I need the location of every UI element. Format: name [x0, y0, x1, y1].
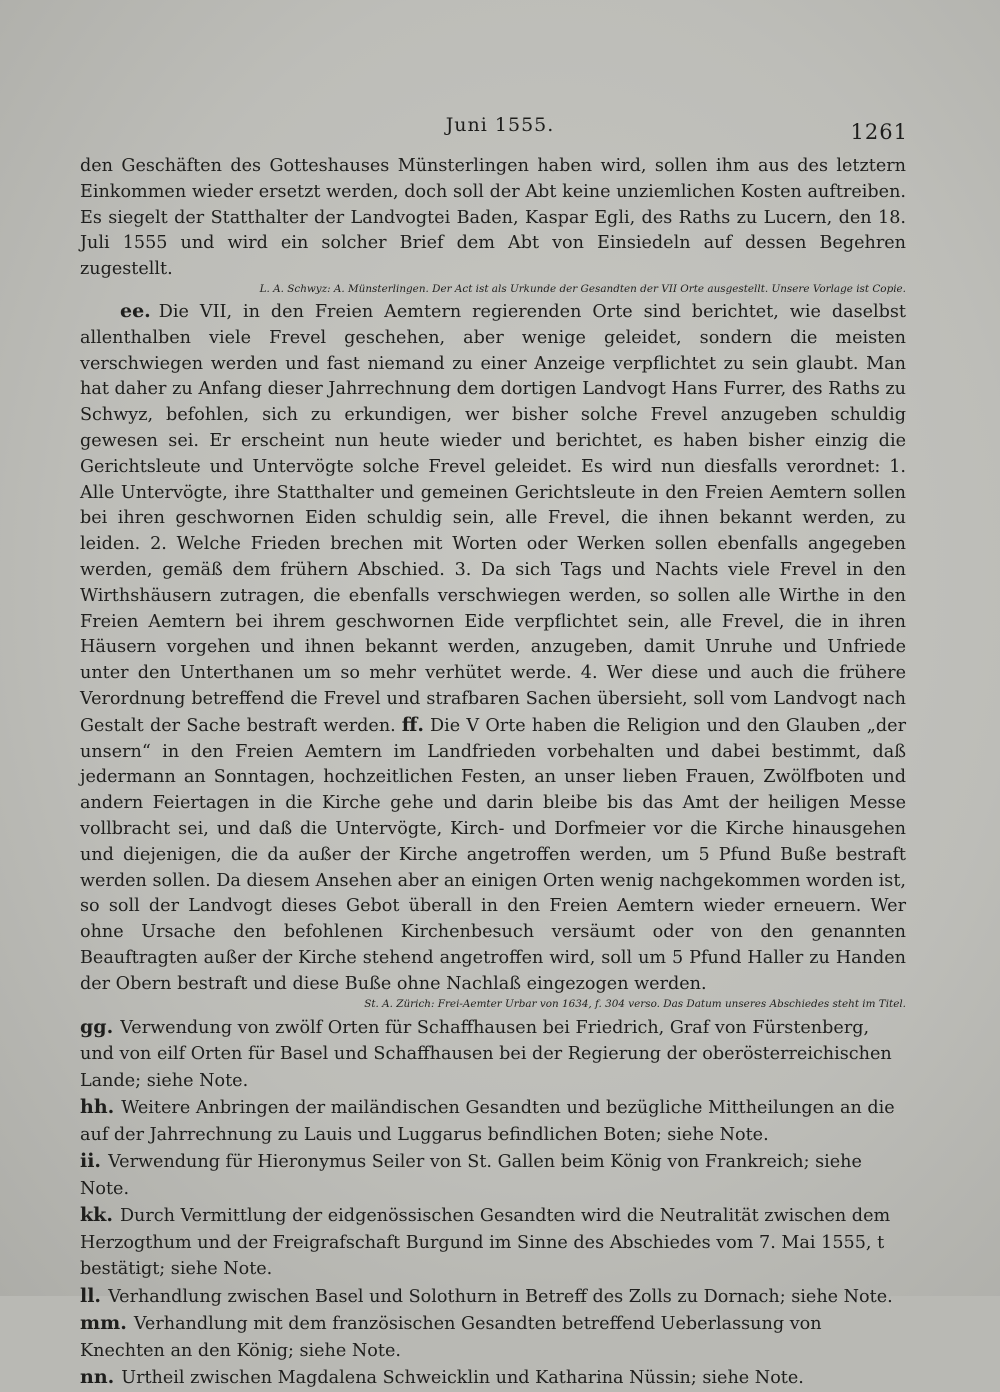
source-note: L. A. Schwyz: A. Münsterlingen. Der Act ist als Urkunde der Gesandten der VII Orte ausgestellt. Unsere Vorlage ist Copie.	[259, 282, 906, 295]
item-text: Verhandlung mit dem französischen Gesandten betreffend Ueberlassung von Knechten an den König; siehe Note.	[80, 1314, 822, 1361]
continued-paragraph: den Geschäften des Gotteshauses Münsterlingen haben wird, sollen ihm aus des letztern Einkommen wieder ersetzt werden, doch soll der Abt keine unziemlichen Kosten auftreiben. Es siegelt der Statthalter der Landvogtei Baden, Kaspar Egli, des Raths zu Lucern, den 18. Juli 1555 und wird ein solcher Brief dem Abt von Einsiedeln auf dessen Begehren zugestellt.	[80, 156, 906, 280]
item-mark: nn.	[80, 1366, 115, 1388]
item-text: Verwendung für Hieronymus Seiler von St. Gallen beim König von Frankreich; siehe Note.	[80, 1152, 862, 1199]
section-ee	[80, 299, 906, 998]
item-text: Weitere Anbringen der mailändischen Gesandten und bezügliche Mittheilungen an die auf der Jahrrechnung zu Lauis und Luggarus befindlichen Boten; siehe Note.	[80, 1098, 895, 1145]
list-item	[80, 1148, 906, 1202]
running-title: Juni 1555.	[445, 114, 555, 136]
page-body	[80, 154, 906, 1392]
item-text: Durch Vermittlung der eidgenössischen Gesandten wird die Neutralität zwischen dem Herzogthum und der Freigrafschaft Burgund im Sinne des Abschiedes vom 7. Mai 1555, t bestätigt; siehe Note.	[80, 1206, 891, 1279]
list-item	[80, 1310, 906, 1364]
list-item	[80, 1364, 906, 1392]
section-text: Die V Orte haben die Religion und den Glauben „der unsern“ in den Freien Aemtern im Landfrieden vorbehalten und dabei bestimmt, daß jedermann an Sonntagen, hochzeitlichen Festen, an unser lieben Frauen, Zwölfboten und andern Feiertagen in die Kirche gehe und darin bleibe bis das Amt der heiligen Messe vollbracht sei, und daß die Untervögte, Kirch- und Dorfmeier vor die Kirche hinausgehen und diejenigen, die da außer der Kirche angetroffen werden, um 5 Pfund Buße bestraft werden sollen. Da diesem Ansehen aber an einigen Orten wenig nachgekommen worden ist, so soll der Landvogt dieses Gebot überall in den Freien Aemtern wieder erneuern. Wer ohne Ursache den befohlenen Kirchenbesuch versäumt oder von den genannten Beauftragten außer der Kirche stehend angetroffen wird, soll um 5 Pfund Haller zu Handen der Obern bestraft und diese Buße ohne Nachlaß eingezogen werden.	[80, 715, 906, 994]
item-mark: kk.	[80, 1204, 113, 1226]
item-mark: hh.	[80, 1096, 115, 1118]
item-text: Verhandlung zwischen Basel und Solothurn in Betreff des Zolls zu Dornach; siehe Note.	[108, 1286, 893, 1307]
page-number: 1261	[850, 120, 908, 144]
item-mark: gg.	[80, 1015, 114, 1038]
section-text: Die VII, in den Freien Aemtern regierenden Orte sind berichtet, wie daselbst allenthalben viele Frevel geschehen, aber wenige geleidet, sondern die meisten verschwiegen werden und fast niemand zu einer Anzeige verpflichtet zu sein glaubt. Man hat daher zu Anfang dieser Jahrrechnung dem dortigen Landvogt Hans Furrer, des Raths zu Schwyz, befohlen, sich zu erkundigen, wer bisher solche Frevel anzugeben schuldig gewesen sei. Er erscheint nun heute wieder und berichtet, es haben bisher einzig die Gerichtsleute und Untervögte solche Frevel geleidet. Es wird nun diesfalls verordnet: 1. Alle Untervögte, ihre Statthalter und gemeinen Gerichtsleute in den Freien Aemtern sollen bei ihren geschwornen Eiden schuldig sein, alle Frevel, die ihnen bekannt werden, zu leiden. 2. Welche Frieden brechen mit Worten oder Werken sollen ebenfalls angegeben werden, gemäß dem frühern Abschied. 3. Da sich Tags und Nachts viele Frevel in den Wirthshäusern zutragen, die ebenfalls verschwiegen werden, so sollen alle Wirthe in den Freien Aemtern bei ihrem geschwornen Eide verpflichtet sein, alle Frevel, die in ihren Häusern vorgehen und ihnen bekannt werden, anzugeben, damit Unruhe und Unfriede unter den Unterthanen um so mehr verhütet werde. 4. Wer diese und auch die frühere Verordnung betreffend die Frevel und strafbaren Sachen übersieht, soll vom Landvogt nach Gestalt der Sache bestraft werden.	[80, 301, 906, 736]
list-item	[80, 1283, 906, 1311]
item-mark: ll.	[80, 1284, 102, 1307]
list-item	[80, 1094, 906, 1148]
item-text: Verwendung von zwölf Orten für Schaffhausen bei Friedrich, Graf von Fürstenberg, und von eilf Orten für Basel und Schaffhausen bei der Regierung der oberösterreichischen Lande; siehe Note.	[80, 1017, 892, 1091]
item-mark: mm.	[80, 1312, 127, 1334]
source-note: St. A. Zürich: Frei-Aemter Urbar von 1634, f. 304 verso. Das Datum unseres Abschiedes steht im Titel.	[364, 997, 906, 1010]
list-item	[80, 1202, 906, 1283]
section-mark: ff.	[401, 713, 424, 736]
section-mark: ee.	[120, 299, 151, 322]
list-item	[80, 1014, 906, 1095]
item-mark: ii.	[80, 1150, 102, 1172]
item-text: Urtheil zwischen Magdalena Schweicklin und Katharina Nüssin; siehe Note.	[121, 1368, 804, 1388]
